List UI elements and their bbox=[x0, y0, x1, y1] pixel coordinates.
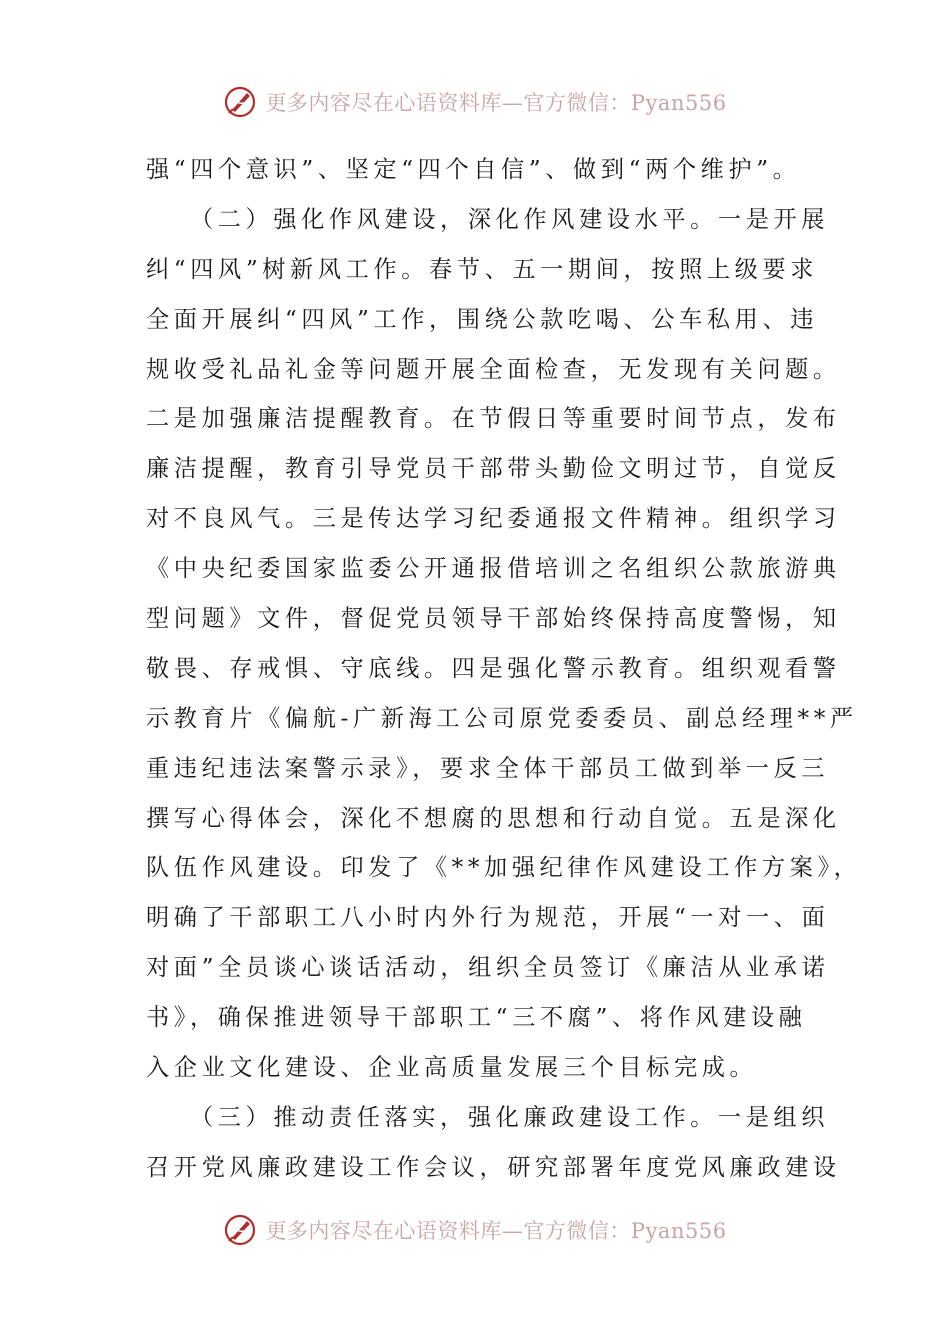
text-line: 廉洁提醒，教育引导党员干部带头勤俭文明过节，自觉反 bbox=[146, 455, 841, 483]
text-line: 对不良风气。三是传达学习纪委通报文件精神。组织学习 bbox=[146, 505, 841, 533]
watermark-text: 更多内容尽在心语资料库—官方微信：Pyan556 bbox=[265, 1219, 727, 1243]
text-line: 《中央纪委国家监委公开通报借培训之名组织公款旅游典 bbox=[146, 555, 841, 583]
text-line: 示教育片《偏航-广新海工公司原党委委员、副总经理**严 bbox=[146, 704, 858, 732]
text-line: 纠“四风”树新风工作。春节、五一期间，按照上级要求 bbox=[146, 255, 819, 283]
text-line: 二是加强廉洁提醒教育。在节假日等重要时间节点，发布 bbox=[146, 405, 841, 433]
text-line: 规收受礼品礼金等问题开展全面检查，无发现有关问题。 bbox=[146, 355, 841, 383]
text-line: （二）强化作风建设，深化作风建设水平。一是开展 bbox=[146, 205, 830, 233]
text-line: 强“四个意识”、坚定“四个自信”、做到“两个维护”。 bbox=[146, 156, 801, 183]
text-line: 书》，确保推进领导干部职工“三不腐”、将作风建设融 bbox=[146, 1004, 807, 1032]
pen-logo-icon bbox=[223, 85, 257, 119]
pen-logo-icon bbox=[223, 1213, 257, 1247]
text-line: （三）推动责任落实，强化廉政建设工作。一是组织 bbox=[146, 1103, 830, 1131]
text-line: 召开党风廉政建设工作会议，研究部署年度党风廉政建设 bbox=[146, 1153, 841, 1181]
document-body bbox=[146, 145, 862, 1193]
text-line: 队伍作风建设。印发了《**加强纪律作风建设工作方案》， bbox=[146, 854, 862, 882]
watermark-banner-top bbox=[0, 82, 950, 122]
text-line: 撰写心得体会，深化不想腐的思想和行动自觉。五是深化 bbox=[146, 804, 841, 832]
text-line: 敬畏、存戒惧、守底线。四是强化警示教育。组织观看警 bbox=[146, 654, 841, 682]
watermark-banner-bottom bbox=[0, 1210, 950, 1250]
text-line: 重违纪违法案警示录》，要求全体干部员工做到举一反三 bbox=[146, 754, 830, 782]
watermark-text: 更多内容尽在心语资料库—官方微信：Pyan556 bbox=[265, 91, 727, 115]
text-line: 入企业文化建设、企业高质量发展三个目标完成。 bbox=[146, 1054, 758, 1082]
text-line: 明确了干部职工八小时内外行为规范，开展“一对一、面 bbox=[146, 904, 830, 932]
text-line: 全面开展纠“四风”工作，围绕公款吃喝、公车私用、违 bbox=[146, 305, 819, 333]
text-line: 对面”全员谈心谈话活动，组织全员签订《廉洁从业承诺 bbox=[146, 954, 830, 982]
text-line: 型问题》文件，督促党员领导干部始终保持高度警惕，知 bbox=[146, 605, 841, 633]
